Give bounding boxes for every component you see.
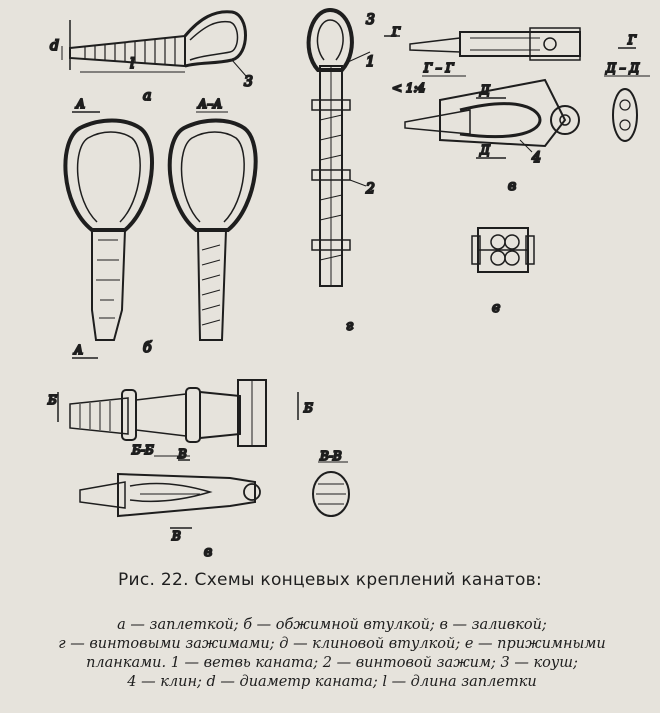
callout-4: 4 (532, 150, 541, 166)
callout-3-a: 3 (244, 74, 253, 90)
section-mark-d-bottom: Д (480, 143, 490, 157)
sub-label-g: г (346, 318, 354, 334)
taper-ratio: < 1:4 (392, 81, 426, 95)
fig-d-wedge-sleeve (405, 28, 640, 152)
fig-g-screw-clamps (309, 10, 370, 286)
section-mark-v-top: В (178, 447, 187, 461)
legend-line: 4 — клин; d — диаметр каната; l — длина заплетки (127, 674, 537, 690)
fig-b-swaged-sleeve (65, 121, 255, 341)
section-mark-d-top: Д (480, 83, 490, 97)
section-mark-a-bottom: А (74, 343, 84, 357)
dimension-l: l (130, 56, 135, 72)
fig-e-clamping-plates (472, 228, 534, 272)
dimension-d: d (50, 38, 59, 54)
section-mark-a-top: А (76, 97, 86, 111)
section-title-bb: Б-Б (132, 443, 154, 457)
legend-line: а — заплеткой; б — обжимной втулкой; в — заливкой; (117, 617, 547, 633)
sub-label-v: в (204, 544, 213, 560)
section-title-dd: Д – Д (606, 61, 640, 75)
callout-3-g: 3 (366, 12, 375, 28)
fig-v-socket-section (80, 456, 349, 528)
fig-a-splice (62, 12, 246, 76)
sub-label-d: в (508, 178, 517, 194)
callout-2: 2 (366, 181, 375, 197)
figure-legend (8, 616, 656, 692)
fig-v-poured-socket (58, 380, 298, 446)
legend-line: планками. 1 — ветвь каната; 2 — винтовой зажим; 3 — коуш; (86, 655, 578, 671)
section-mark-b-right: Б (304, 401, 313, 415)
section-mark-b-left: Б (48, 393, 57, 407)
sub-label-b: б (143, 340, 152, 356)
callout-1: 1 (366, 54, 375, 70)
section-title-aa: А–А (198, 97, 223, 111)
figure-caption: Рис. 22. Схемы концевых креплений канатов: (117, 570, 543, 590)
legend-line: г — винтовыми зажимами; д — клиновой втулкой; е — прижимными (58, 636, 606, 652)
section-mark-g-left: Г (392, 25, 400, 39)
section-mark-g-right: Г (628, 33, 636, 47)
section-title-gg: Г – Г (424, 61, 454, 75)
sub-label-a: а (143, 88, 152, 104)
sub-label-e: е (492, 300, 501, 316)
section-mark-v-bottom: В (172, 529, 181, 543)
section-title-vv: В-В (320, 449, 342, 463)
